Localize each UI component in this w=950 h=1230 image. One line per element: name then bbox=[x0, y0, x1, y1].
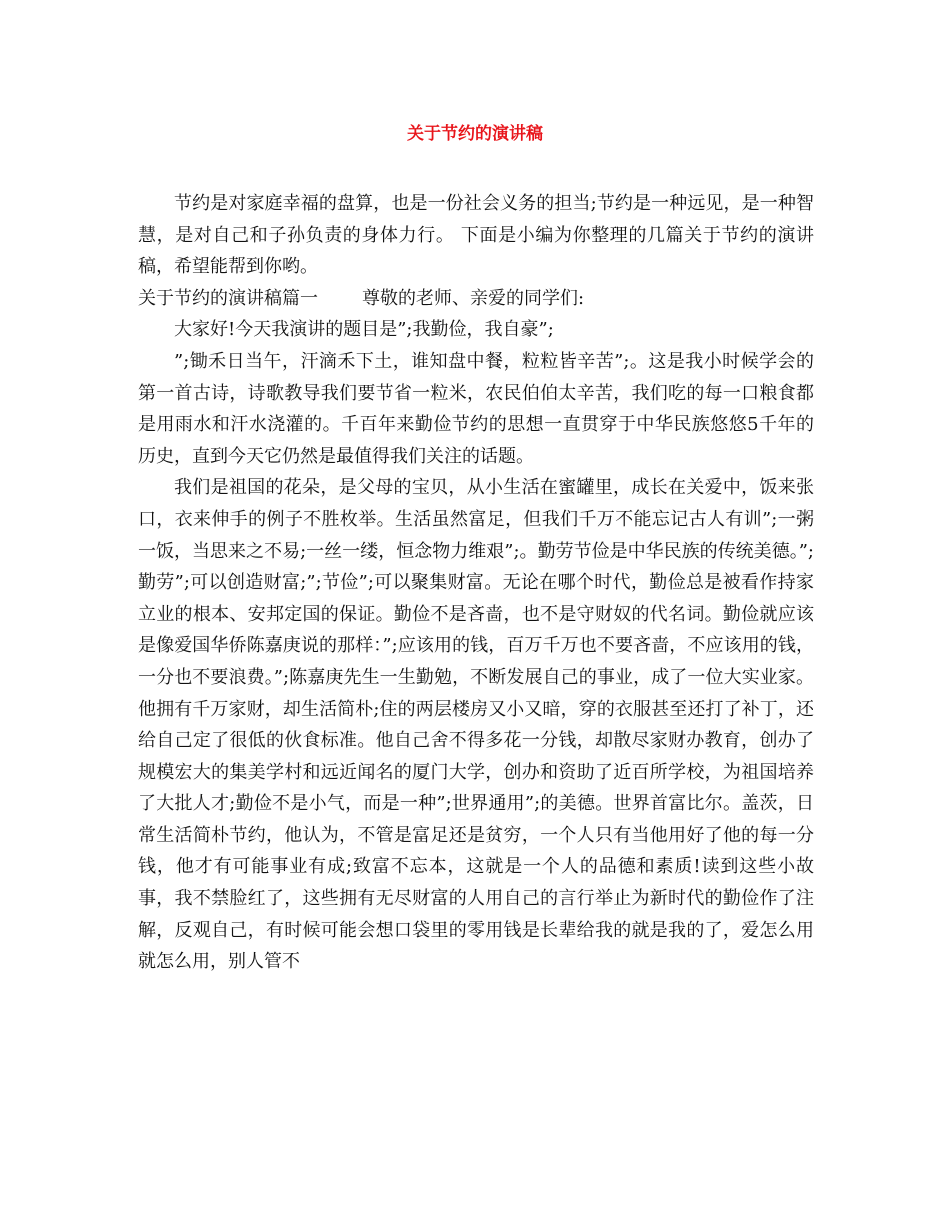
body-paragraph: 大家好!今天我演讲的题目是”;我勤俭，我自豪”; bbox=[174, 319, 554, 341]
document-body bbox=[138, 188, 814, 978]
section-line bbox=[138, 283, 814, 315]
body-paragraph: ”;锄禾日当午，汗滴禾下土，谁知盘中餐，粒粒皆辛苦”;。这是我小时候学会的第一首古诗，诗歌教导我们要节省一粒米，农民伯伯太辛苦，我们吃的每一口粮食都是用雨水和汗水浇灌的。千百年来勤俭节约的思想一直贯穿于中华民族悠悠5千年的历史，直到今天它仍然是最值得我们关注的话题。 bbox=[138, 350, 814, 467]
body-paragraph: 我们是祖国的花朵，是父母的宝贝，从小生活在蜜罐里，成长在关爱中，饭来张口，衣来伸手的例子不胜枚举。生活虽然富足，但我们千万不能忘记古人有训”;一粥一饭，当思来之不易;一丝一缕，恒念物力维艰”;。勤劳节俭是中华民族的传统美德。”;勤劳”;可以创造财富;”;节俭”;可以聚集财富。无论在哪个时代，勤俭总是被看作持家立业的根本、安邦定国的保证。勤俭不是吝啬，也不是守财奴的代名词。勤俭就应该是像爱国华侨陈嘉庚说的那样：”;应该用的钱，百万千万也不要吝啬，不应该用的钱，一分也不要浪费。”;陈嘉庚先生一生勤勉，不断发展自己的事业，成了一位大实业家。他拥有千万家财，却生活简朴;住的两层楼房又小又暗，穿的衣服甚至还打了补丁，还给自己定了很低的伙食标准。他自己舍不得多花一分钱，却散尽家财办教育，创办了规模宏大的集美学村和远近闻名的厦门大学，创办和资助了近百所学校，为祖国培养了大批人才;勤俭不是小气，而是一种”;世界通用”;的美德。世界首富比尔。盖茨，日常生活简朴节约，他认为，不管是富足还是贫穷，一个人只有当他用好了他的每一分钱，他才有可能事业有成;致富不忘本，这就是一个人的品德和素质!读到这些小故事，我不禁脸红了，这些拥有无尽财富的人用自己的言行举止为新时代的勤俭作了注解，反观自己，有时候可能会想口袋里的零用钱是长辈给我的就是我的了，爱怎么用就怎么用，别人管不 bbox=[138, 477, 814, 973]
section-heading: 关于节约的演讲稿篇一 bbox=[138, 287, 318, 309]
intro-paragraph: 节约是对家庭幸福的盘算，也是一份社会义务的担当;节约是一种远见，是一种智慧，是对自己和子孙负责的身体力行。 下面是小编为你整理的几篇关于节约的演讲稿，希望能帮到你哟。 bbox=[138, 193, 814, 278]
document-title: 关于节约的演讲稿 bbox=[407, 124, 543, 144]
salutation: 尊敬的老师、亲爱的同学们: bbox=[362, 287, 585, 309]
